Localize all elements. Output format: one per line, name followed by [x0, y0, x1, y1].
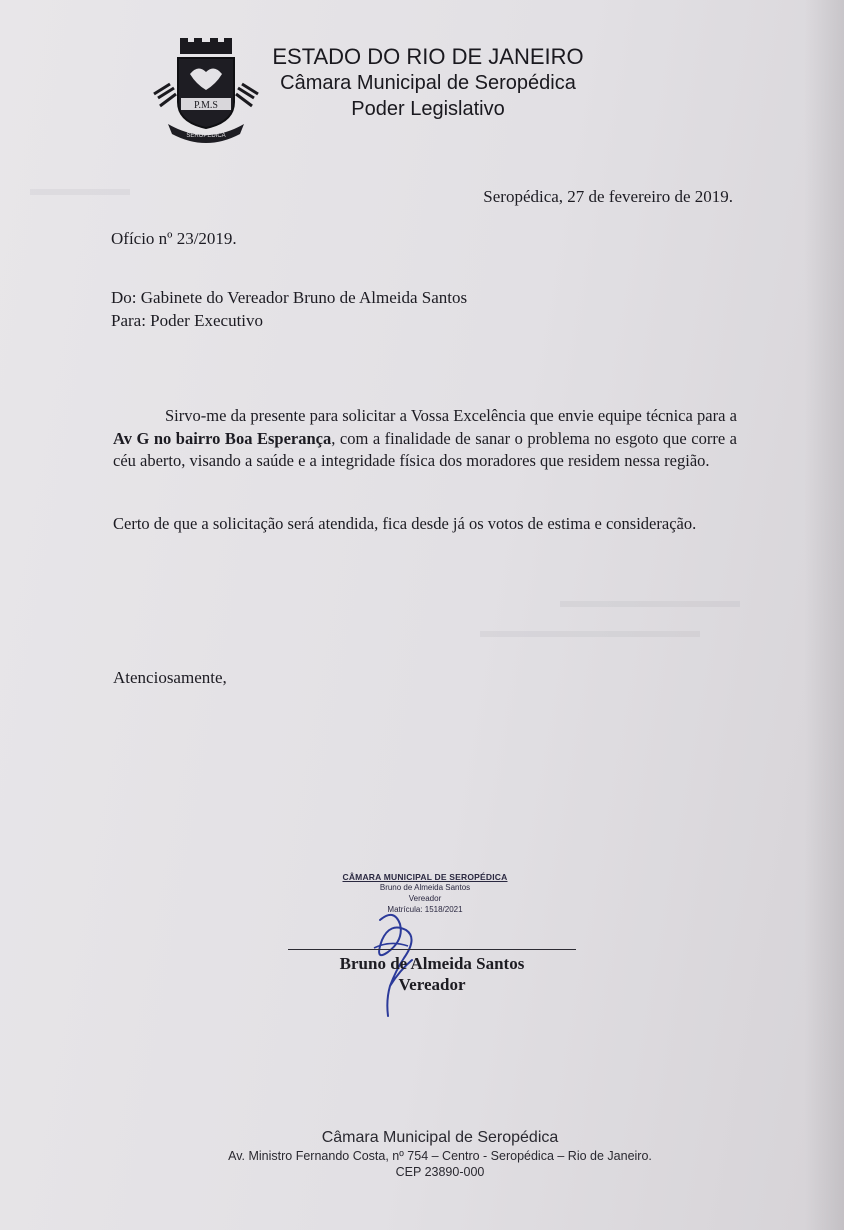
regards-line: Atenciosamente, [113, 668, 227, 687]
footer-cep: CEP 23890-000 [395, 1165, 485, 1179]
page-edge-shadow [804, 0, 844, 1230]
signatory-name: Bruno de Almeida Santos [339, 954, 525, 973]
stamp-org: CÂMARA MUNICIPAL DE SEROPÉDICA [342, 872, 508, 882]
logo-banner-text: SEROPÉDICA [186, 133, 226, 139]
signature-line [288, 949, 576, 950]
request-text-start: Sirvo-me da presente para solicitar a Vossa Excelência que envie equipe técnica para a [165, 406, 737, 425]
stamp-role: Vereador [408, 894, 442, 903]
bleed-through-mark: ▬▬▬▬▬▬▬▬▬▬▬ [480, 620, 700, 642]
chamber-title: Câmara Municipal de Seropédica [280, 72, 576, 94]
request-paragraph [113, 405, 737, 473]
footer [160, 1127, 720, 1180]
bleed-through-mark: ▬▬▬▬▬▬▬▬▬ [560, 590, 740, 612]
bleed-through-mark: ▬▬▬▬▬ [30, 178, 130, 200]
signatory-role: Vereador [398, 975, 466, 994]
coat-of-arms-logo [150, 36, 262, 144]
footer-address: Av. Ministro Fernando Costa, nº 754 – Centro - Seropédica – Rio de Janeiro. [228, 1149, 652, 1163]
state-title: ESTADO DO RIO DE JANEIRO [272, 44, 584, 69]
logo-monogram: P.M.S [194, 100, 218, 111]
closing-paragraph: Certo de que a solicitação será atendida, fica desde já os votos de estima e consideração. [113, 514, 697, 533]
oficio-number: Ofício nº 23/2019. [111, 229, 237, 248]
recipient-line: Para: Poder Executivo [111, 311, 264, 330]
date-line: Seropédica, 27 de fevereiro de 2019. [483, 187, 733, 206]
request-location: Av G no bairro Boa Esperança [113, 428, 332, 448]
letterhead [268, 44, 588, 122]
request-text-end: , com a finalidade de sanar o problema no esgoto que corre a céu aberto, visando a saúde e a integridade física dos moradores que residem nessa região. [113, 428, 737, 470]
footer-org: Câmara Municipal de Seropédica [321, 1129, 559, 1146]
branch-title: Poder Legislativo [351, 98, 505, 120]
stamp-registration: Matrícula: 1518/2021 [387, 905, 463, 914]
stamp-name: Bruno de Almeida Santos [379, 883, 471, 892]
sender-line: Do: Gabinete do Vereador Bruno de Almeida Santos [111, 288, 468, 307]
